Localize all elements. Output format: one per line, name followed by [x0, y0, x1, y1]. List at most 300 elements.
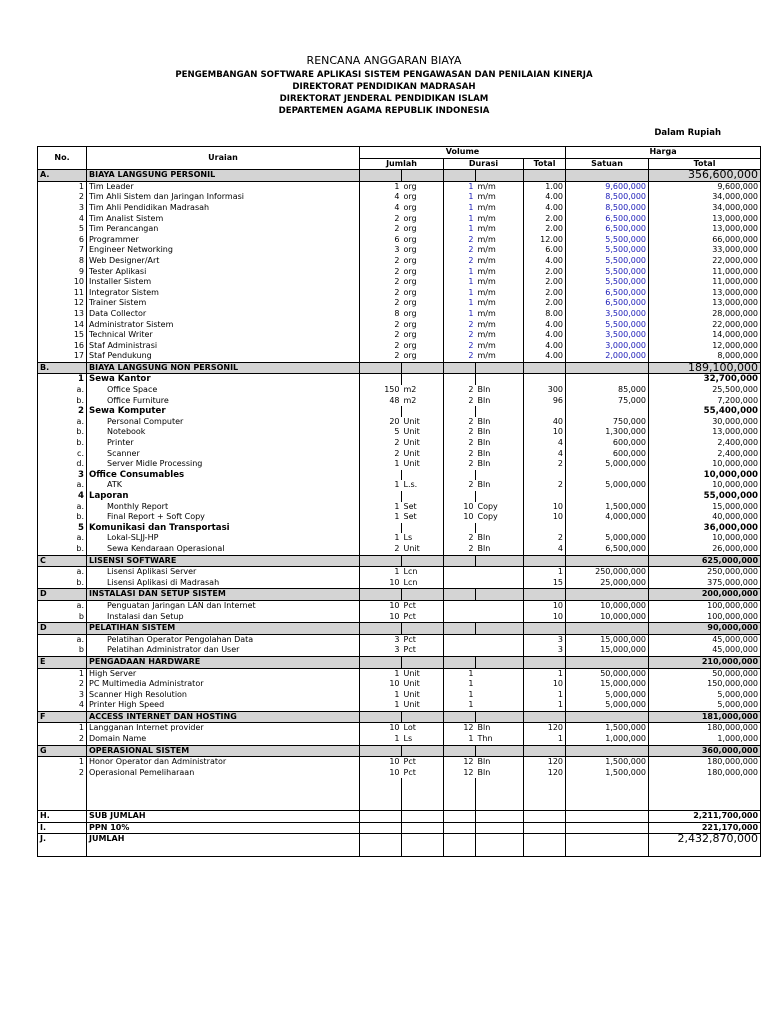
volume-jumlah: 2 [360, 449, 402, 460]
header-harga: Harga [566, 147, 761, 159]
row-label: Sewa Kantor [87, 374, 360, 385]
price-satuan: 2,000,000 [566, 351, 649, 362]
row-label [87, 645, 360, 656]
volume-durasi: 1 [444, 700, 476, 711]
item-text: Server Midle Processing [107, 459, 203, 469]
volume-durasi-unit: Bln [476, 723, 524, 734]
item-text: Web Designer/Art [89, 255, 160, 265]
volume-jumlah: 1 [360, 459, 402, 470]
volume-durasi: 2 [444, 533, 476, 544]
empty-cell [402, 170, 444, 182]
table-row [38, 277, 761, 288]
row-no: D [38, 589, 87, 601]
row-no: 13 [38, 309, 87, 320]
price-satuan: 5,500,000 [566, 320, 649, 331]
row-label [87, 330, 360, 341]
empty-cell [360, 745, 402, 757]
row-no: 1 [38, 374, 87, 385]
row-label [87, 480, 360, 491]
empty-cell [402, 789, 444, 800]
empty-cell [524, 711, 566, 723]
empty-cell [476, 811, 524, 823]
price-satuan: 1,300,000 [566, 427, 649, 438]
empty-cell [524, 656, 566, 668]
row-label [87, 634, 360, 645]
table-row [38, 512, 761, 523]
empty-cell [38, 778, 87, 789]
volume-jumlah: 1 [360, 734, 402, 745]
volume-jumlah: 10 [360, 612, 402, 623]
volume-durasi-unit: Copy [476, 502, 524, 513]
volume-durasi-unit: Thn [476, 734, 524, 745]
item-text: Scanner High Resolution [89, 689, 188, 699]
empty-cell [444, 789, 476, 800]
empty-cell [524, 778, 566, 789]
table-row [38, 634, 761, 645]
empty-cell [402, 800, 444, 811]
empty-cell [360, 589, 402, 601]
volume-total: 2 [524, 459, 566, 470]
volume-durasi: 2 [444, 341, 476, 352]
volume-durasi: 2 [444, 256, 476, 267]
volume-durasi-unit: m/m [476, 235, 524, 246]
volume-durasi: 1 [444, 734, 476, 745]
row-no: 4 [38, 491, 87, 502]
row-label [87, 214, 360, 225]
row-label: Komunikasi dan Transportasi [87, 523, 360, 534]
price-satuan: 6,500,000 [566, 224, 649, 235]
volume-durasi-unit: m/m [476, 267, 524, 278]
price-total: 13,000,000 [649, 298, 761, 309]
section-row [38, 656, 761, 668]
row-label [87, 567, 360, 578]
price-total: 34,000,000 [649, 203, 761, 214]
empty-cell [360, 170, 402, 182]
price-total: 7,200,000 [649, 396, 761, 407]
empty-cell [360, 491, 402, 502]
row-no: a. [38, 634, 87, 645]
row-no: 6 [38, 235, 87, 246]
volume-total: 96 [524, 396, 566, 407]
price-satuan: 600,000 [566, 449, 649, 460]
empty-cell [649, 800, 761, 811]
row-label [87, 298, 360, 309]
volume-durasi-unit: m/m [476, 256, 524, 267]
row-label: OPERASIONAL SISTEM [87, 745, 360, 757]
volume-durasi-unit [476, 700, 524, 711]
empty-cell [524, 800, 566, 811]
row-label [87, 396, 360, 407]
price-total: 5,000,000 [649, 700, 761, 711]
table-row [38, 245, 761, 256]
table-row [38, 396, 761, 407]
header-uraian: Uraian [87, 147, 360, 170]
empty-cell [402, 745, 444, 757]
row-label [87, 427, 360, 438]
volume-durasi-unit: m/m [476, 224, 524, 235]
row-amount: 625,000,000 [649, 555, 761, 567]
empty-cell [566, 374, 649, 385]
empty-cell [566, 491, 649, 502]
price-total: 5,000,000 [649, 690, 761, 701]
volume-total: 2.00 [524, 267, 566, 278]
row-no: a. [38, 567, 87, 578]
empty-cell [566, 362, 649, 374]
volume-jumlah-unit: Pct [402, 612, 444, 623]
currency-note: Dalam Rupiah [654, 128, 721, 138]
subtitle-line-4: DEPARTEMEN AGAMA REPUBLIK INDONESIA [278, 106, 490, 116]
volume-durasi-unit: Bln [476, 544, 524, 555]
empty-cell [524, 170, 566, 182]
volume-total: 300 [524, 385, 566, 396]
row-no: 2 [38, 734, 87, 745]
volume-jumlah-unit: Lcn [402, 578, 444, 589]
volume-durasi [444, 645, 476, 656]
row-no: 1 [38, 668, 87, 679]
row-label [87, 690, 360, 701]
empty-cell [87, 778, 360, 789]
volume-durasi: 10 [444, 502, 476, 513]
row-label: BIAYA LANGSUNG NON PERSONIL [87, 362, 360, 374]
price-satuan: 8,500,000 [566, 203, 649, 214]
empty-cell [402, 711, 444, 723]
row-no: 1 [38, 181, 87, 192]
empty-cell [476, 623, 524, 635]
price-total: 150,000,000 [649, 679, 761, 690]
row-no: D [38, 623, 87, 635]
section-row [38, 362, 761, 374]
volume-jumlah: 10 [360, 679, 402, 690]
price-satuan: 5,500,000 [566, 245, 649, 256]
price-satuan: 250,000,000 [566, 567, 649, 578]
volume-jumlah-unit: Unit [402, 700, 444, 711]
volume-durasi: 2 [444, 459, 476, 470]
row-no: H. [38, 811, 87, 823]
row-no: 4 [38, 700, 87, 711]
volume-jumlah: 2 [360, 341, 402, 352]
volume-jumlah-unit: Set [402, 502, 444, 513]
volume-jumlah: 2 [360, 298, 402, 309]
volume-jumlah-unit: Unit [402, 544, 444, 555]
table-row [38, 203, 761, 214]
empty-cell [566, 822, 649, 834]
row-no: J. [38, 834, 87, 845]
price-satuan: 15,000,000 [566, 634, 649, 645]
volume-durasi-unit [476, 567, 524, 578]
item-text: Operasional Pemeliharaan [89, 767, 195, 777]
empty-cell [524, 845, 566, 856]
volume-durasi: 2 [444, 480, 476, 491]
row-label: ACCESS INTERNET DAN HOSTING [87, 711, 360, 723]
price-satuan: 5,000,000 [566, 459, 649, 470]
empty-cell [360, 778, 402, 789]
empty-cell [524, 374, 566, 385]
empty-cell [38, 789, 87, 800]
price-total: 8,000,000 [649, 351, 761, 362]
volume-jumlah-unit: org [402, 224, 444, 235]
row-label [87, 768, 360, 779]
price-satuan: 9,600,000 [566, 181, 649, 192]
empty-cell [87, 845, 360, 856]
row-label [87, 679, 360, 690]
price-total: 50,000,000 [649, 668, 761, 679]
row-no: 4 [38, 214, 87, 225]
price-total: 25,500,000 [649, 385, 761, 396]
row-no: 2 [38, 679, 87, 690]
empty-cell [402, 845, 444, 856]
volume-jumlah: 1 [360, 533, 402, 544]
row-amount: 356,600,000 [649, 170, 761, 182]
volume-durasi: 2 [444, 417, 476, 428]
volume-jumlah-unit: Unit [402, 459, 444, 470]
volume-jumlah-unit: Unit [402, 417, 444, 428]
empty-cell [402, 778, 444, 789]
volume-durasi-unit [476, 578, 524, 589]
row-amount: 32,700,000 [649, 374, 761, 385]
volume-total: 4.00 [524, 320, 566, 331]
document-title: RENCANA ANGGARAN BIAYA [306, 54, 462, 67]
row-label: JUMLAH [87, 834, 360, 845]
empty-cell [360, 362, 402, 374]
row-no: b. [38, 438, 87, 449]
price-total: 10,000,000 [649, 533, 761, 544]
header-jumlah: Jumlah [360, 158, 444, 170]
volume-jumlah: 48 [360, 396, 402, 407]
volume-total: 2.00 [524, 298, 566, 309]
volume-jumlah: 2 [360, 351, 402, 362]
subsection-row [38, 406, 761, 417]
item-text: Data Collector [89, 308, 147, 318]
price-total: 22,000,000 [649, 320, 761, 331]
row-label [87, 734, 360, 745]
price-total: 100,000,000 [649, 600, 761, 611]
volume-durasi: 2 [444, 235, 476, 246]
row-no: 7 [38, 245, 87, 256]
empty-cell [444, 470, 476, 481]
empty-cell [524, 589, 566, 601]
table-row [38, 298, 761, 309]
volume-jumlah: 1 [360, 668, 402, 679]
volume-durasi: 2 [444, 245, 476, 256]
table-row [38, 533, 761, 544]
empty-cell [360, 800, 402, 811]
item-text: Final Report + Soft Copy [107, 512, 205, 522]
volume-total: 120 [524, 768, 566, 779]
price-total: 22,000,000 [649, 256, 761, 267]
row-no: G [38, 745, 87, 757]
volume-jumlah: 4 [360, 203, 402, 214]
table-row [38, 351, 761, 362]
empty-cell [476, 845, 524, 856]
volume-durasi [444, 578, 476, 589]
volume-total: 120 [524, 757, 566, 768]
row-label [87, 181, 360, 192]
price-satuan: 6,500,000 [566, 214, 649, 225]
price-satuan: 1,500,000 [566, 502, 649, 513]
row-label [87, 512, 360, 523]
row-amount: 181,000,000 [649, 711, 761, 723]
volume-jumlah-unit: Pct [402, 600, 444, 611]
volume-durasi: 1 [444, 690, 476, 701]
volume-total: 10 [524, 600, 566, 611]
empty-cell [402, 656, 444, 668]
volume-jumlah-unit: m2 [402, 396, 444, 407]
volume-durasi: 1 [444, 298, 476, 309]
volume-jumlah-unit: org [402, 298, 444, 309]
row-label [87, 459, 360, 470]
price-satuan: 5,000,000 [566, 533, 649, 544]
table-row [38, 181, 761, 192]
row-no: b. [38, 578, 87, 589]
volume-durasi: 1 [444, 267, 476, 278]
price-satuan: 15,000,000 [566, 679, 649, 690]
volume-durasi-unit [476, 612, 524, 623]
empty-cell [566, 170, 649, 182]
volume-total: 1.00 [524, 181, 566, 192]
volume-jumlah: 10 [360, 757, 402, 768]
volume-jumlah-unit: Pct [402, 634, 444, 645]
empty-cell [444, 589, 476, 601]
volume-durasi: 12 [444, 768, 476, 779]
volume-total: 8.00 [524, 309, 566, 320]
header-satuan: Satuan [566, 158, 649, 170]
item-text: Programmer [89, 234, 139, 244]
empty-cell [649, 845, 761, 856]
volume-durasi-unit: m/m [476, 203, 524, 214]
price-total: 13,000,000 [649, 214, 761, 225]
empty-cell [360, 523, 402, 534]
header-durasi: Durasi [444, 158, 524, 170]
price-satuan: 85,000 [566, 385, 649, 396]
empty-cell [476, 374, 524, 385]
volume-total: 1 [524, 668, 566, 679]
price-satuan: 1,500,000 [566, 768, 649, 779]
empty-cell [402, 555, 444, 567]
price-total: 11,000,000 [649, 277, 761, 288]
item-text: Installer Sistem [89, 277, 152, 287]
volume-total: 3 [524, 634, 566, 645]
empty-cell [444, 822, 476, 834]
volume-jumlah-unit: Unit [402, 449, 444, 460]
table-row [38, 459, 761, 470]
row-label [87, 309, 360, 320]
row-no: a. [38, 480, 87, 491]
empty-cell [566, 656, 649, 668]
total-row [38, 834, 761, 845]
section-row [38, 745, 761, 757]
item-text: Sewa Kendaraan Operasional [107, 543, 225, 553]
price-total: 34,000,000 [649, 192, 761, 203]
item-text: Office Furniture [107, 395, 169, 405]
price-total: 15,000,000 [649, 502, 761, 513]
row-amount: 10,000,000 [649, 470, 761, 481]
volume-durasi: 2 [444, 351, 476, 362]
row-no: 15 [38, 330, 87, 341]
volume-jumlah: 2 [360, 267, 402, 278]
volume-durasi-unit [476, 668, 524, 679]
item-text: Tim Ahli Sistem dan Jaringan Informasi [89, 192, 244, 202]
item-text: Pelatihan Administrator dan User [107, 645, 240, 655]
row-no: A. [38, 170, 87, 182]
volume-jumlah: 1 [360, 690, 402, 701]
row-label [87, 417, 360, 428]
row-no: b [38, 645, 87, 656]
empty-cell [566, 406, 649, 417]
row-no: 11 [38, 288, 87, 299]
price-satuan: 5,500,000 [566, 277, 649, 288]
budget-table [37, 146, 761, 857]
blank-row [38, 800, 761, 811]
item-text: Staf Pendukung [89, 351, 152, 361]
row-label: PENGADAAN HARDWARE [87, 656, 360, 668]
empty-cell [566, 523, 649, 534]
empty-cell [649, 789, 761, 800]
volume-durasi: 2 [444, 438, 476, 449]
price-total: 1,000,000 [649, 734, 761, 745]
row-no: 1 [38, 723, 87, 734]
price-satuan: 3,500,000 [566, 330, 649, 341]
subsection-row [38, 374, 761, 385]
price-satuan: 75,000 [566, 396, 649, 407]
volume-durasi-unit: Bln [476, 385, 524, 396]
volume-jumlah: 4 [360, 192, 402, 203]
empty-cell [649, 778, 761, 789]
volume-durasi-unit: m/m [476, 181, 524, 192]
empty-cell [476, 822, 524, 834]
volume-durasi: 10 [444, 512, 476, 523]
volume-total: 4.00 [524, 203, 566, 214]
blank-row [38, 845, 761, 856]
price-satuan: 25,000,000 [566, 578, 649, 589]
empty-cell [444, 834, 476, 845]
subsection-row [38, 523, 761, 534]
header-no: No. [38, 147, 87, 170]
volume-durasi-unit [476, 679, 524, 690]
volume-durasi: 2 [444, 385, 476, 396]
empty-cell [444, 362, 476, 374]
row-no: 8 [38, 256, 87, 267]
volume-total: 2.00 [524, 214, 566, 225]
empty-cell [402, 406, 444, 417]
row-amount: 55,000,000 [649, 491, 761, 502]
volume-jumlah-unit: org [402, 309, 444, 320]
row-no: C [38, 555, 87, 567]
volume-durasi-unit: Bln [476, 768, 524, 779]
volume-durasi-unit: Bln [476, 438, 524, 449]
row-label: Sewa Komputer [87, 406, 360, 417]
item-text: Domain Name [89, 734, 147, 744]
volume-durasi: 1 [444, 288, 476, 299]
volume-durasi-unit [476, 634, 524, 645]
section-row [38, 711, 761, 723]
row-amount: 2,432,870,000 [649, 834, 761, 845]
table-row [38, 385, 761, 396]
empty-cell [444, 800, 476, 811]
item-text: Pelatihan Operator Pengolahan Data [107, 634, 254, 644]
empty-cell [360, 789, 402, 800]
volume-durasi: 2 [444, 427, 476, 438]
row-no: B. [38, 362, 87, 374]
table-row [38, 578, 761, 589]
volume-jumlah: 2 [360, 438, 402, 449]
empty-cell [476, 789, 524, 800]
header-total: Total [524, 158, 566, 170]
subtitle-line-1: PENGEMBANGAN SOFTWARE APLIKASI SISTEM PENGAWASAN DAN PENILAIAN KINERJA [175, 70, 593, 80]
volume-jumlah-unit: org [402, 288, 444, 299]
volume-total: 10 [524, 512, 566, 523]
table-row [38, 288, 761, 299]
empty-cell [524, 470, 566, 481]
